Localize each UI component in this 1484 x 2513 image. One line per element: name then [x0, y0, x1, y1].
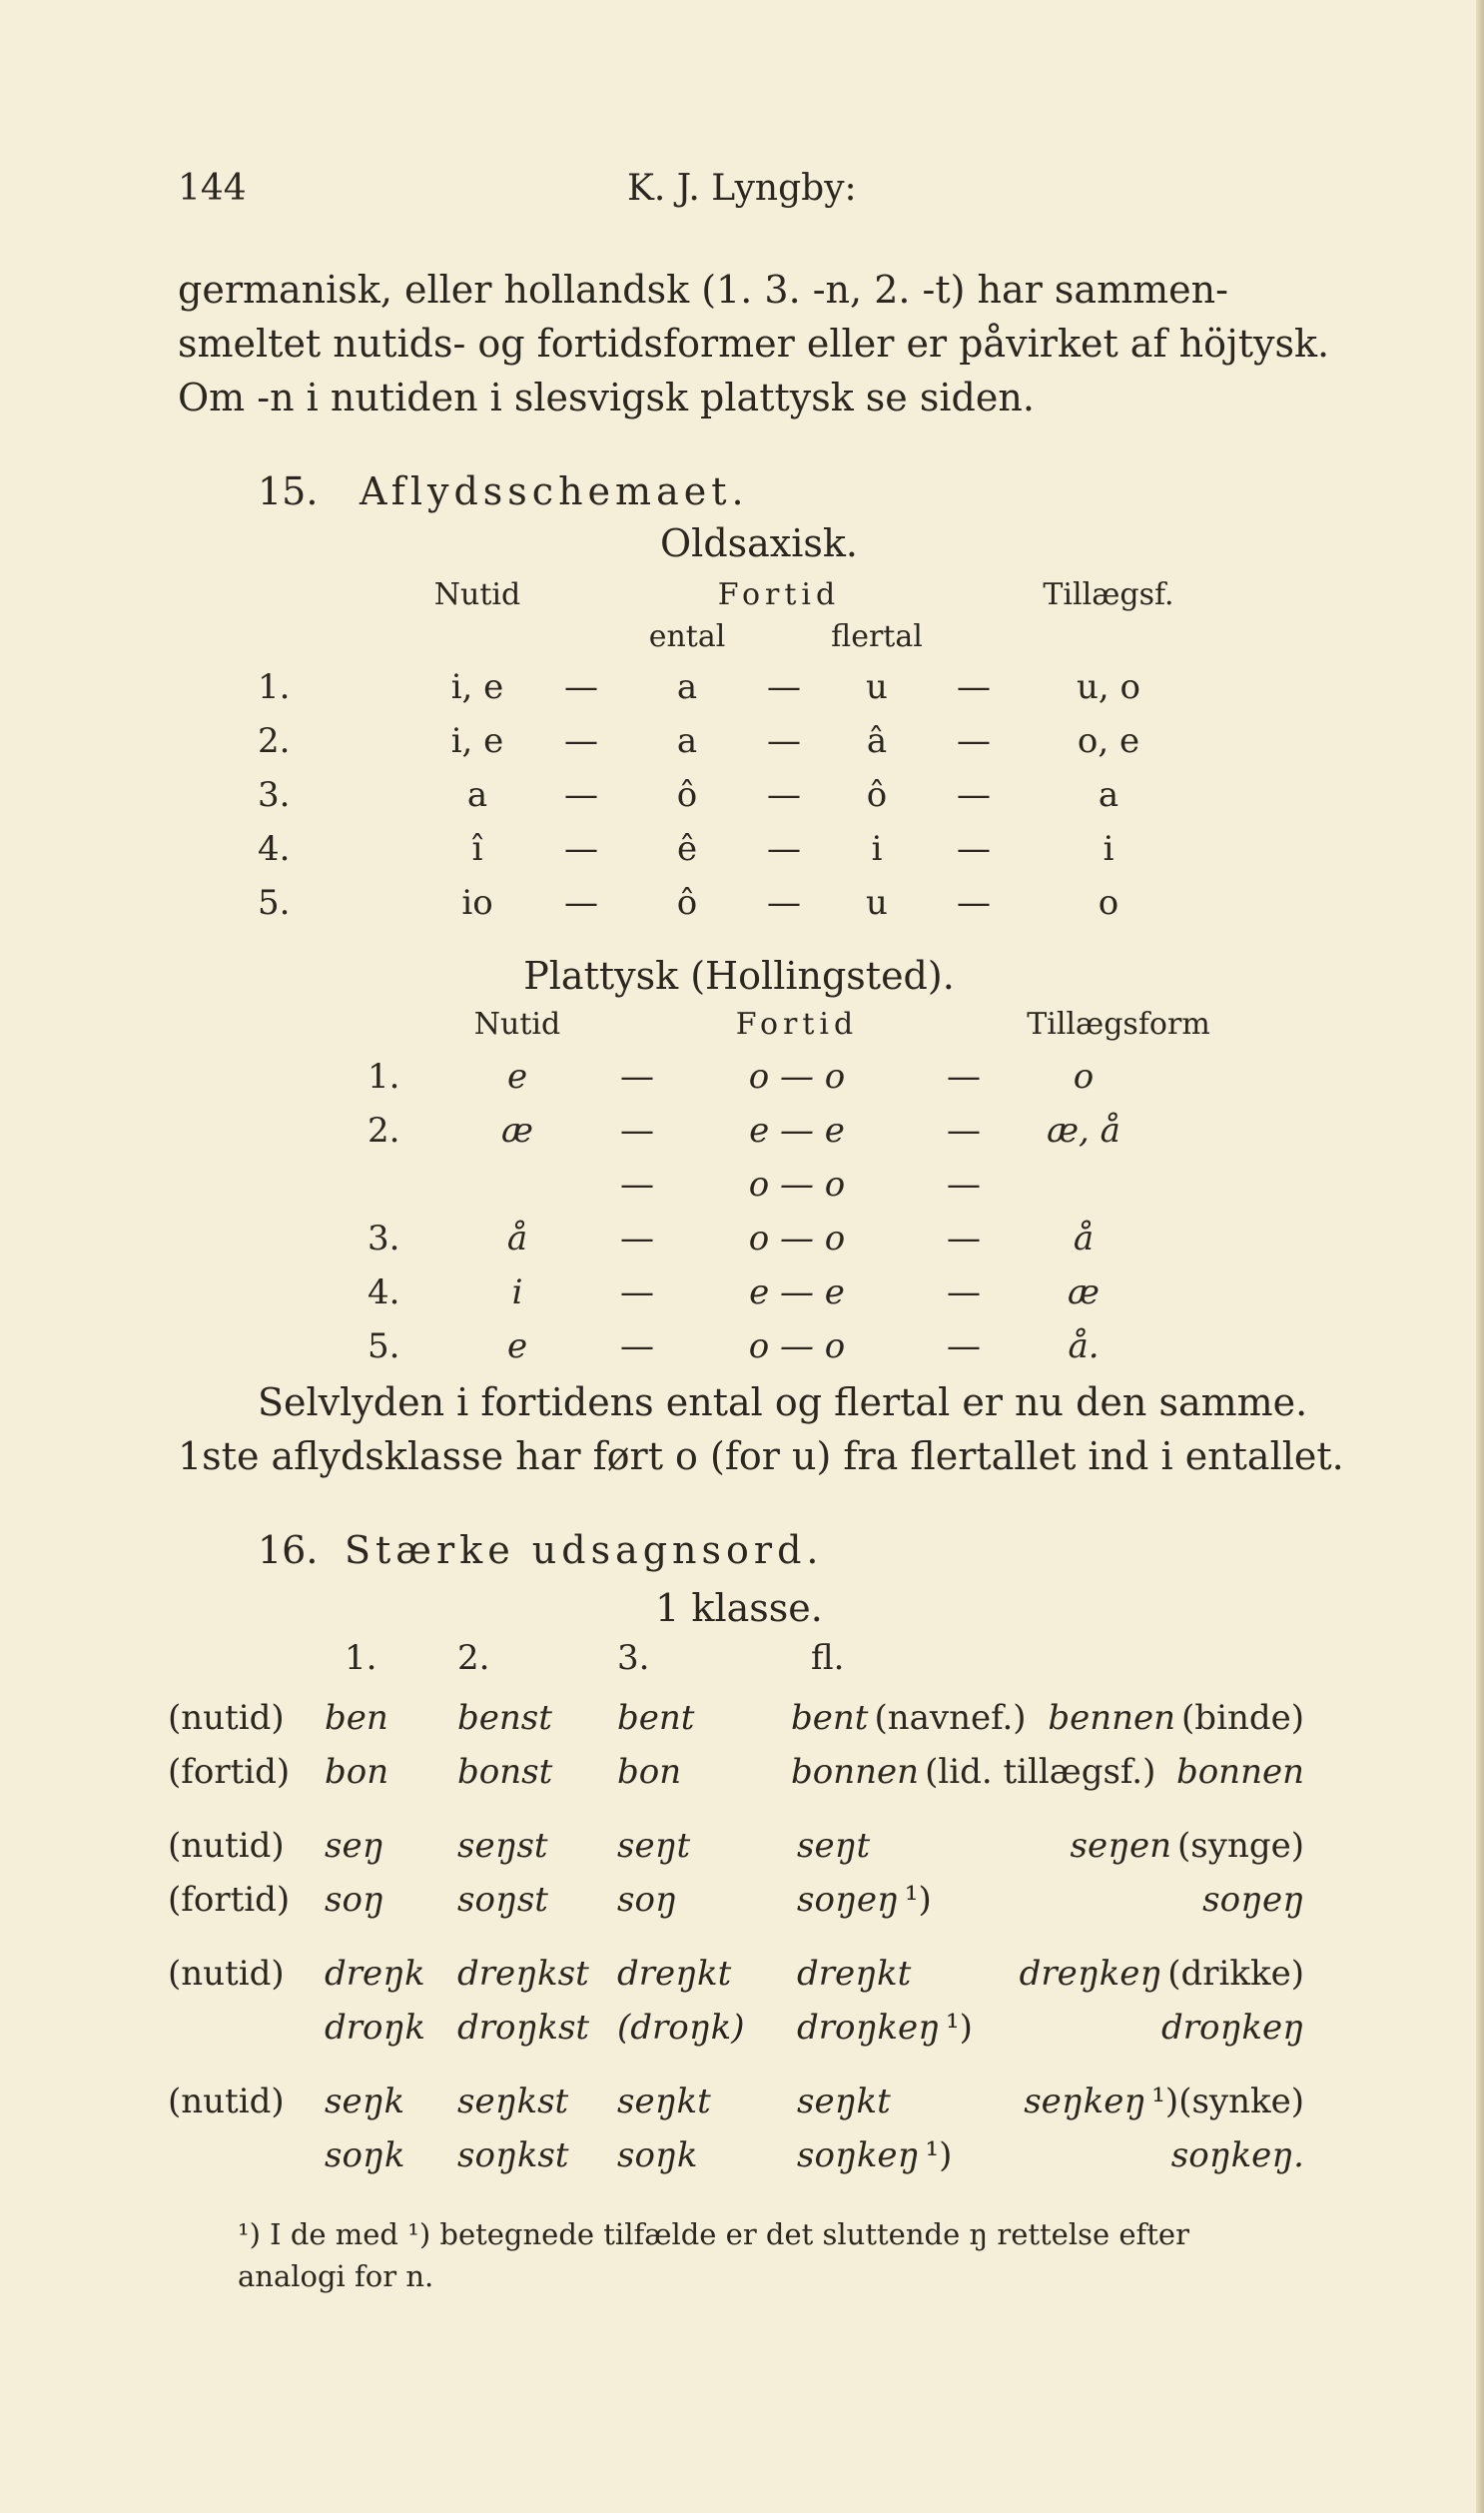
- cell-form-2: seŋst: [457, 1826, 548, 1866]
- footnote-line: ¹) I de med ¹) betegnede tilfælde er det sluttende ŋ rettelse efter: [238, 2217, 1189, 2251]
- row-label: (nutid): [168, 2082, 285, 2121]
- cell-ental: ô: [676, 775, 698, 815]
- verb-form: bennen: [1048, 1698, 1176, 1738]
- footnote-line: analogi for n.: [238, 2259, 434, 2293]
- cell-dash: —: [564, 721, 598, 761]
- section-subtitle: 1 klasse.: [655, 1586, 823, 1630]
- cell-dash: —: [957, 667, 991, 707]
- form-note: ¹): [925, 2135, 953, 2175]
- column-header: Fortid: [735, 1007, 859, 1042]
- verb-form: seŋkeŋ: [1024, 2082, 1146, 2121]
- cell-form-plural: [797, 1880, 932, 1920]
- cell-dash: —: [947, 1219, 981, 1258]
- form-note: (drikke): [1167, 1954, 1304, 1994]
- cell-form-3: bon: [617, 1752, 682, 1792]
- cell-nutid: e: [506, 1057, 528, 1097]
- column-subheader: flertal: [831, 619, 923, 654]
- cell-form-extra: [1024, 2082, 1304, 2121]
- cell-tillaeg: u, o: [1077, 667, 1140, 707]
- cell-ental: ô: [676, 883, 698, 923]
- column-header: Tillægsform: [1027, 1007, 1210, 1042]
- cell-dash: —: [957, 829, 991, 869]
- verb-form: seŋt: [797, 1826, 871, 1866]
- cell-dash: —: [947, 1272, 981, 1312]
- cell-dash: —: [620, 1326, 654, 1366]
- cell-fortid: e — e: [749, 1111, 845, 1151]
- form-note: (binde): [1181, 1698, 1304, 1738]
- row-number: 5.: [368, 1326, 400, 1366]
- column-header: Nutid: [433, 577, 521, 612]
- cell-form-3: seŋkt: [617, 2082, 711, 2121]
- row-label: (fortid): [168, 1880, 291, 1920]
- closing-line: 1ste aflydsklasse har ført o (for u) fra flertallet ind i entallet.: [178, 1434, 1344, 1478]
- cell-form-1: soŋ: [325, 1880, 384, 1920]
- section-number: 16.: [258, 1528, 319, 1572]
- intro-line: Om -n i nutiden i slesvigsk plattysk se siden.: [178, 376, 1035, 419]
- cell-form-1: droŋk: [325, 2008, 425, 2048]
- section-number: 15.: [258, 469, 319, 513]
- verb-form: dreŋkeŋ: [1019, 1954, 1162, 1994]
- row-number: 4.: [368, 1272, 400, 1312]
- cell-flertal: ô: [866, 775, 888, 815]
- cell-nutid: î: [471, 829, 483, 869]
- cell-tillaeg: å.: [1068, 1326, 1100, 1366]
- cell-fortid: o — o: [748, 1165, 846, 1205]
- cell-dash: —: [767, 883, 801, 923]
- cell-form-plural: [791, 1752, 1155, 1792]
- cell-dash: —: [620, 1165, 654, 1205]
- column-header: 3.: [617, 1638, 650, 1678]
- column-header: 2.: [457, 1638, 490, 1678]
- cell-form-plural: [797, 2008, 973, 2048]
- row-label: (nutid): [168, 1698, 285, 1738]
- form-note: ¹): [946, 2008, 973, 2048]
- cell-fortid: o — o: [748, 1057, 846, 1097]
- row-label: (nutid): [168, 1826, 285, 1866]
- row-number: 3.: [258, 775, 291, 815]
- cell-nutid: i, e: [450, 721, 504, 761]
- cell-form-3: soŋk: [617, 2135, 698, 2175]
- cell-ental: a: [676, 721, 698, 761]
- intro-line: smeltet nutids- og fortidsformer eller er påvirket af höjtysk.: [178, 322, 1330, 366]
- page-edge: [1476, 0, 1484, 2513]
- cell-form-extra: [1071, 1826, 1304, 1866]
- cell-dash: —: [947, 1111, 981, 1151]
- cell-tillaeg: å: [1073, 1219, 1095, 1258]
- cell-tillaeg: o: [1073, 1057, 1095, 1097]
- cell-form-1: dreŋk: [325, 1954, 425, 1994]
- cell-nutid: å: [506, 1219, 528, 1258]
- cell-tillaeg: æ: [1068, 1272, 1100, 1312]
- cell-dash: —: [564, 829, 598, 869]
- table-title: Oldsaxisk.: [660, 521, 858, 565]
- row-number: 3.: [368, 1219, 400, 1258]
- cell-form-extra: [1048, 1698, 1304, 1738]
- verb-form: seŋen: [1070, 1826, 1172, 1866]
- column-header: Nutid: [473, 1007, 561, 1042]
- cell-form-plural: [797, 2082, 891, 2121]
- column-header: 1.: [345, 1638, 377, 1678]
- cell-tillaeg: a: [1098, 775, 1119, 815]
- cell-dash: —: [620, 1057, 654, 1097]
- row-number: 5.: [258, 883, 291, 923]
- cell-tillaeg: i: [1103, 829, 1114, 869]
- cell-fortid: e — e: [749, 1272, 845, 1312]
- cell-nutid: e: [506, 1326, 528, 1366]
- row-label: (fortid): [168, 1752, 291, 1792]
- cell-form-extra: [1202, 1880, 1304, 1920]
- verb-form: droŋkeŋ: [797, 2008, 941, 2048]
- cell-form-2: benst: [457, 1698, 552, 1738]
- cell-form-plural: [797, 1954, 911, 1994]
- cell-dash: —: [767, 829, 801, 869]
- cell-nutid: i: [511, 1272, 523, 1312]
- intro-line: germanisk, eller hollandsk (1. 3. -n, 2. -t) har sammen-: [178, 268, 1228, 312]
- cell-dash: —: [767, 721, 801, 761]
- cell-flertal: i: [871, 829, 883, 869]
- cell-form-1: bon: [325, 1752, 389, 1792]
- closing-line: Selvlyden i fortidens ental og flertal er nu den samme.: [258, 1380, 1308, 1424]
- row-number: 2.: [368, 1111, 400, 1151]
- cell-form-extra: [1020, 1954, 1304, 1994]
- form-note: ¹): [904, 1880, 932, 1920]
- column-header: fl.: [811, 1638, 845, 1678]
- cell-form-2: bonst: [457, 1752, 553, 1792]
- cell-ental: ê: [676, 829, 698, 869]
- cell-dash: —: [564, 775, 598, 815]
- verb-form: bonnen: [791, 1752, 920, 1792]
- page-number: 144: [178, 168, 247, 209]
- cell-fortid: o — o: [748, 1326, 846, 1366]
- cell-nutid: i, e: [450, 667, 504, 707]
- row-number: 1.: [258, 667, 291, 707]
- cell-dash: —: [767, 667, 801, 707]
- cell-nutid: a: [466, 775, 488, 815]
- cell-dash: —: [947, 1057, 981, 1097]
- row-number: 1.: [368, 1057, 400, 1097]
- cell-dash: —: [564, 667, 598, 707]
- row-number: 4.: [258, 829, 291, 869]
- row-label: (nutid): [168, 1954, 285, 1994]
- form-note: (lid. tillægsf.): [925, 1752, 1156, 1792]
- cell-form-1: seŋ: [325, 1826, 384, 1866]
- cell-dash: —: [947, 1165, 981, 1205]
- cell-form-2: dreŋkst: [457, 1954, 589, 1994]
- cell-form-plural: [797, 1826, 870, 1866]
- cell-form-3: soŋ: [617, 1880, 677, 1920]
- table-title: Plattysk (Hollingsted).: [523, 954, 955, 998]
- cell-form-2: seŋkst: [457, 2082, 569, 2121]
- cell-form-plural: [797, 2135, 952, 2175]
- verb-form: bent: [791, 1698, 869, 1738]
- cell-form-plural: [791, 1698, 1027, 1738]
- cell-form-extra: [1161, 2008, 1304, 2048]
- cell-dash: —: [620, 1219, 654, 1258]
- cell-form-1: seŋk: [325, 2082, 405, 2121]
- cell-nutid: æ: [501, 1111, 533, 1151]
- cell-dash: —: [767, 775, 801, 815]
- cell-dash: —: [957, 721, 991, 761]
- cell-tillaeg: æ, å: [1047, 1111, 1120, 1151]
- verb-form: soŋeŋ: [797, 1880, 899, 1920]
- cell-dash: —: [947, 1326, 981, 1366]
- cell-flertal: u: [866, 667, 888, 707]
- verb-form: soŋkeŋ.: [1170, 2135, 1304, 2175]
- cell-form-3: (droŋk): [617, 2008, 745, 2048]
- cell-form-1: soŋk: [325, 2135, 405, 2175]
- column-subheader: ental: [648, 619, 726, 654]
- cell-form-3: dreŋkt: [617, 1954, 732, 1994]
- cell-form-3: bent: [617, 1698, 695, 1738]
- cell-flertal: â: [866, 721, 888, 761]
- verb-form: dreŋkt: [797, 1954, 912, 1994]
- cell-fortid: o — o: [748, 1219, 846, 1258]
- form-note: (synge): [1177, 1826, 1304, 1866]
- column-header: Tillægsf.: [1043, 577, 1174, 612]
- row-number: 2.: [258, 721, 291, 761]
- section-title: Stærke udsagnsord.: [345, 1528, 824, 1572]
- cell-dash: —: [564, 883, 598, 923]
- form-note: ¹)(synke): [1151, 2082, 1304, 2121]
- running-title: K. J. Lyngby:: [627, 168, 857, 209]
- cell-nutid: io: [461, 883, 493, 923]
- form-note: (navnef.): [874, 1698, 1027, 1738]
- verb-form: soŋeŋ: [1202, 1880, 1304, 1920]
- verb-form: seŋkt: [797, 2082, 891, 2121]
- cell-form-2: droŋkst: [457, 2008, 590, 2048]
- section-title: Aflydsschemaet.: [360, 469, 749, 513]
- cell-ental: a: [676, 667, 698, 707]
- verb-form: soŋkeŋ: [797, 2135, 920, 2175]
- cell-flertal: u: [866, 883, 888, 923]
- cell-tillaeg: o, e: [1077, 721, 1140, 761]
- cell-dash: —: [957, 775, 991, 815]
- column-header: Fortid: [717, 577, 841, 612]
- cell-tillaeg: o: [1098, 883, 1119, 923]
- cell-form-extra: [1176, 1752, 1304, 1792]
- cell-form-extra: [1171, 2135, 1304, 2175]
- cell-dash: —: [620, 1272, 654, 1312]
- verb-form: bonnen: [1175, 1752, 1304, 1792]
- verb-form: droŋkeŋ: [1160, 2008, 1304, 2048]
- cell-form-3: seŋt: [617, 1826, 691, 1866]
- cell-form-1: ben: [325, 1698, 388, 1738]
- cell-dash: —: [620, 1111, 654, 1151]
- cell-form-2: soŋst: [457, 1880, 548, 1920]
- cell-dash: —: [957, 883, 991, 923]
- cell-form-2: soŋkst: [457, 2135, 569, 2175]
